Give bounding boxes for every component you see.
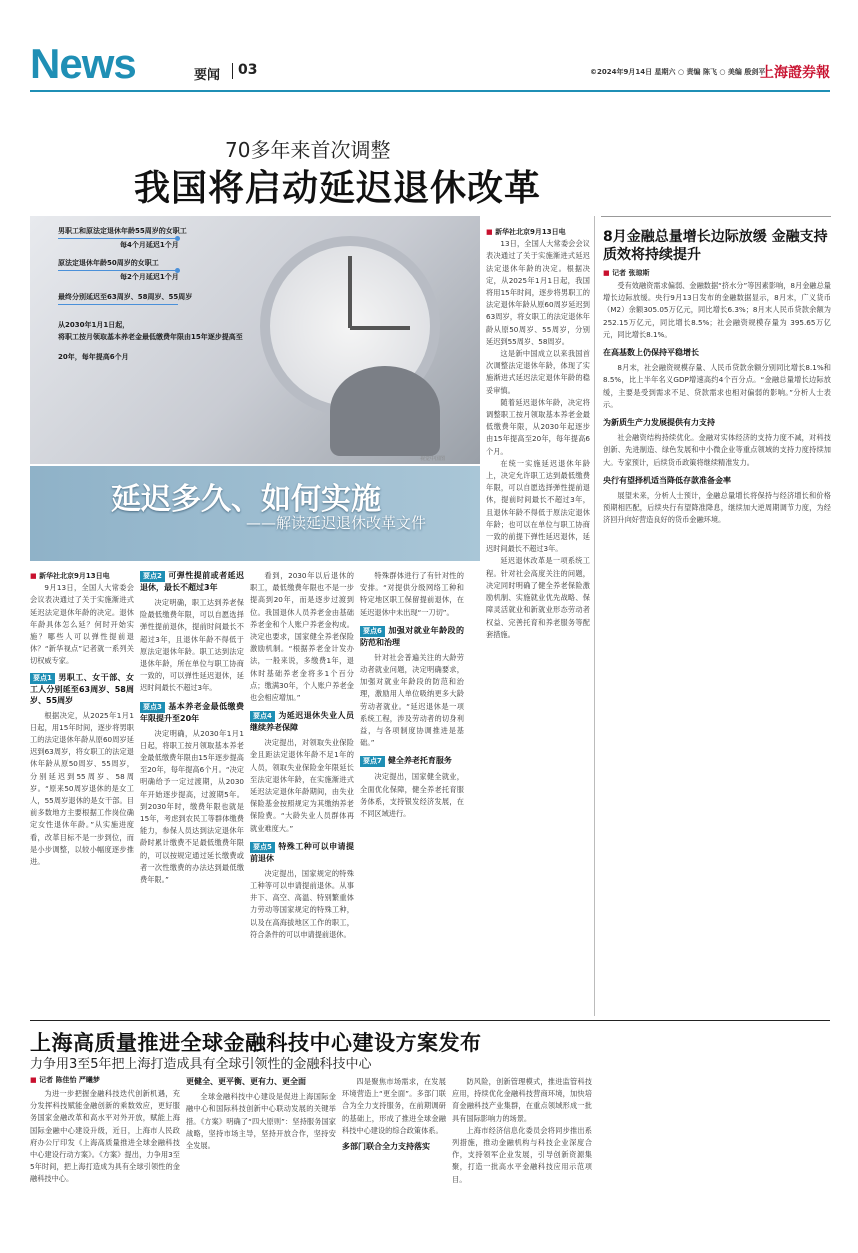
point-title: 基本养老金最低缴费年限提升至20年 <box>140 701 244 723</box>
lead-paragraph: 随着延迟退休年龄，决定将调整职工按月领取基本养老金最低缴费年限，从2030年起逐步由15年提高至20年，每年提高6个月。 <box>486 397 590 456</box>
point-body: 根据决定，从2025年1月1日起，用15年时间，逐步将男职工的法定退休年龄从原60周岁延迟到63周岁，将女职工的法定退休年龄从原50周岁、55周岁，分别延迟到55周岁、58周岁。“原来50周岁退休的是女工人，55周岁退休的是女干部。目前多数地方主要根据工作岗位确定女性退休年龄。”从实施进度看，改革目标不是一步到位，而是小步调整，以较小幅度逐步推进。 <box>30 710 134 867</box>
right-paragraph: 受有效融资需求偏弱、金融数据“挤水分”等因素影响，8月金融总量增长边际放缓。央行9月13日发布的金融数据显示，8月末，广义货币（M2）余额305.05万亿元，同比增长6.3%；8月末人民币贷款余额为 252.15万亿元，同比增长8.5%；社会融资规模存量为 395.65万亿元，同比增长8.1%。 <box>603 281 831 339</box>
lead-paragraph: 延迟退休改革是一项系统工程。针对社会高度关注的问题，决定同时明确了健全养老保险激励机制、实施就业优先战略、保障灵活就业和新就业形态劳动者权益、完善托育和养老服务等配套措施。 <box>486 556 590 639</box>
overlay-title: 延迟多久、如何实施 <box>111 482 381 517</box>
point-badge: 要点7 <box>360 756 385 767</box>
right-article-rule <box>601 216 831 217</box>
explainer-byline: ■ 新华社北京9月13日电 <box>30 570 134 582</box>
point-heading <box>250 710 354 733</box>
bottom-paragraph: 上海市经济信息化委员会将同步推出系列措施，推动金融机构与科技企业深度合作，支持领军企业发展，引导创新资源集聚，打造一批高水平金融科技应用示范项目。 <box>452 1125 592 1184</box>
explainer-col-4 <box>360 570 464 1020</box>
page-number: 03 <box>238 62 258 78</box>
overlay-subtitle: ——解读延迟退休改革文件 <box>246 514 427 532</box>
explainer-col-1 <box>30 570 134 1020</box>
point-heading <box>360 755 464 767</box>
bottom-subheadline: 力争用3至5年把上海打造成具有全球引领性的金融科技中心 <box>30 1057 372 1072</box>
main-headline: 我国将启动延迟退休改革 <box>134 168 542 209</box>
point-title: 特殊工种可以申请提前退休 <box>250 841 354 863</box>
point-heading <box>360 625 464 648</box>
point-heading <box>250 841 354 864</box>
callout-tag: 每2个月延迟1个月 <box>120 273 179 281</box>
bottom-rule <box>30 1020 830 1021</box>
point-body: 决定提出，对领取失业保险金且距法定退休年龄不足1年的人员，领取失业保险金年限延长至法定退休年龄，在实施渐进式延迟法定退休年龄期间，由失业保险基金按照规定为其缴纳养老保险费。“大龄失业人员群体再就业难度大。” <box>250 738 354 833</box>
right-article-byline: ■ 记者 张琼斯 <box>603 268 650 278</box>
masthead <box>0 0 858 92</box>
section-name: 要闻 <box>194 68 221 83</box>
explainer-col-2 <box>140 570 244 1020</box>
photo-credit: 视觉中国图 <box>420 456 446 462</box>
person-silhouette-icon <box>330 366 440 456</box>
point-badge: 要点1 <box>30 673 55 684</box>
right-subhead: 在高基数上仍保持平稳增长 <box>603 348 699 358</box>
column-divider <box>594 216 595 1016</box>
point-body: 决定提出，国家规定的特殊工种等可以申请提前退休。从事井下、高空、高温、特别繁重体力劳动等国家规定的特殊工种，以及在高海拔地区工作的职工，符合条件的可以申请提前退休。 <box>250 868 354 939</box>
callout-line <box>58 304 178 305</box>
callout-text: 从2030年1月1日起， <box>58 321 130 329</box>
callout-text: 20年，每年提高6个月 <box>58 353 129 361</box>
point-body: 决定提出，国家健全就业，全面优化保障，健全养老托育服务体系，支持银发经济发展，在不同区域进行。 <box>360 772 464 819</box>
explainer-intro: 9月13日，全国人大常委会会议表决通过了关于实施渐进式延迟法定退休年龄的决定。退休年龄具体怎么延？何时开始实施？哪些人可以弹性提前退休？“新华视点”记者就一系列关切权威专家。 <box>30 583 134 666</box>
section-separator <box>232 63 233 79</box>
point-body: 决定明确，从2030年1月1日起，将职工按月领取基本养老金最低缴费年限由15年逐步提高至20年，每年提高6个月。“决定明确给予一定过渡期，从2030年开始逐步提高，过渡期5年。到2030年时，缴费年限也就是15年，考虑到农民工等群体缴费能力，参保人员达到法定退休年龄时累计缴费不足最低缴费年限的，可以按规定通过延长缴费或者一次性缴费的办法达到最低缴费年限。” <box>140 728 244 885</box>
point-title: 男职工、女干部、女工人分别延至63周岁、58周岁、55周岁 <box>30 672 134 705</box>
point-title: 为延迟退休失业人员继续养老保障 <box>250 711 354 733</box>
callout-text: 男职工和原法定退休年龄55周岁的女职工 <box>58 227 187 235</box>
right-subhead: 为新质生产力发展提供有力支持 <box>603 418 715 428</box>
bottom-col-2 <box>186 1076 336 1248</box>
bottom-col-3 <box>342 1076 446 1248</box>
point-heading <box>30 672 134 706</box>
right-paragraph: 社会融资结构持续优化。金融对实体经济的支持力度不减，对科技创新、先进制造、绿色发展和中小微企业等重点领域的支持力度持续加大。专家预计，后续货币政策将继续精准发力。 <box>603 433 831 467</box>
lead-paragraph: 在统一实施延迟退休年龄上，决定允许职工达到最低缴费年限，可以自愿选择弹性提前退休，提前时间最长不超过3年，且退休年龄不得低于原法定退休年龄；也可以在单位与职工协商一致的前提下弹性延迟退休，延迟时间最长不超过3年。 <box>486 458 590 554</box>
bottom-paragraph: 为进一步把握金融科技迭代创新机遇，充分发挥科技赋能金融创新的乘数效应，更好服务国家金融改革和高水平对外开放，赋能上海国际金融中心建设升级，近日，上海市人民政府办公厅印发《上海高质量推进全球金融科技中心建设行动方案》。《方案》提出，力争用3至5年时间，把上海打造成为具有全球引领性的金融科技中心。 <box>30 1089 180 1184</box>
callout-line <box>58 238 178 239</box>
point-badge: 要点5 <box>250 842 275 853</box>
lead-byline: ■ 新华社北京9月13日电 <box>486 226 590 238</box>
callout-text: 最终分别延迟至63周岁、58周岁、55周岁 <box>58 293 193 301</box>
right-paragraph: 8月末，社会融资规模存量、人民币贷款余额分别同比增长8.1%和8.5%，比上半年名义GDP增速高约4个百分点。“金融总量增长边际放缓，主要是受到需求不足、贷款需求也相对偏弱的影响。”分析人士表示。 <box>603 363 831 409</box>
bottom-paragraph: 四是聚焦市场需求，在发展环境营造上“更全面”。多部门联合为全力支持服务，在前期调研的基础上，形成了推进全球金融科技中心建设的综合政策体系。 <box>342 1077 446 1135</box>
bottom-paragraph: 全球金融科技中心建设是促进上海国际金融中心和国际科技创新中心联动发展的关键举措。《方案》明确了“四大原则”：坚持服务国家战略，坚持市场主导，坚持开放合作，坚持安全发展。 <box>186 1092 336 1151</box>
callout-text: 原法定退休年龄50周岁的女职工 <box>58 259 159 267</box>
point-title: 可弹性提前或者延迟退休，最长不超过3年 <box>140 571 244 592</box>
bottom-col-heading: 更健全、更平衡、更有力、更全面 <box>186 1077 306 1086</box>
callout-tag: 每4个月延迟1个月 <box>120 241 179 249</box>
point-badge: 要点2 <box>140 571 165 582</box>
lead-article <box>486 226 590 639</box>
bottom-col-heading: 多部门联合全力支持落实 <box>342 1142 430 1152</box>
right-subhead: 央行有望择机适当降低存款准备金率 <box>603 475 731 485</box>
lead-paragraph: 13日，全国人大常委会会议表决通过了关于实施渐进式延迟法定退休年龄的决定。根据决定，从2025年1月1日起，我国将用15年时间，逐步将男职工的法定退休年龄从原60周岁延迟到63周岁，将女职工的法定退休年龄从原50周岁、55周岁，分别延迟到55周岁、58周岁。 <box>486 239 590 346</box>
callout-line <box>58 270 178 271</box>
point-badge: 要点3 <box>140 702 165 713</box>
news-wordmark: News <box>30 40 136 87</box>
masthead-rule <box>30 90 830 92</box>
right-article-headline: 8月金融总量增长边际放缓 金融支持质效将持续提升 <box>603 229 828 263</box>
explainer-col-3 <box>250 570 354 1020</box>
clock-hand-icon <box>348 256 352 328</box>
newspaper-logo: 上海證券報 <box>760 65 830 81</box>
clock-hand-icon <box>350 326 410 330</box>
point-heading <box>140 701 244 724</box>
bottom-col-1 <box>30 1088 180 1248</box>
bottom-paragraph: 防风险，创新管理模式，推进监管科技应用，持续优化金融科技营商环境，加快培育金融科技产业集群，在重点领域形成一批具有国际影响力的场景。 <box>452 1077 592 1123</box>
point-badge: 要点6 <box>360 626 385 637</box>
point-body: 针对社会普遍关注的大龄劳动者就业问题，决定明确要求，加强对就业年龄段的防范和治理，激励用人单位吸纳更多大龄劳动者就业。“延迟退休是一项系统工程，涉及劳动者的切身利益，与各项制度协调推进是基础。” <box>360 652 464 748</box>
right-article-body <box>603 280 831 1016</box>
point-title: 加强对就业年龄段的防范和治理 <box>360 625 464 647</box>
main-kicker: 70多年来首次调整 <box>225 138 391 162</box>
point-heading <box>140 570 244 593</box>
bottom-col-4 <box>452 1076 592 1248</box>
right-paragraph: 展望未来，分析人士预计，金融总量增长将保持与经济增长和价格预期相匹配，后续央行有望降准降息，继续加大逆周期调节力度，为经济回升向好营造良好的货币金融环境。 <box>603 491 831 525</box>
bottom-headline: 上海高质量推进全球金融科技中心建设方案发布 <box>30 1031 482 1055</box>
point-body: 决定明确，职工达到养老保险最低缴费年限，可以自愿选择弹性提前退休，提前时间最长不超过3年，且退休年龄不得低于原法定退休年龄。职工达到法定退休年龄，所在单位与职工协商一致的，可以弹性延迟退休，延迟时间最长不超过3年。 <box>140 598 244 693</box>
callout-text: 将职工按月领取基本养老金最低缴费年限由15年逐步提高至 <box>58 333 243 341</box>
mid-paragraph: 看到，2030年以后退休的职工，最低缴费年限也不是一步提高到20年，而是逐步过渡到位。我国退休人员养老金由基础养老金和个人账户养老金构成。决定也要求，国家健全养老保险激励机制。“根据养老金计发办法，一般来说，多缴费1年，退休时基础养老金将多1个百分点；缴满30年，个人账户养老金也会相应增加。” <box>250 571 354 703</box>
lead-paragraph: 这是新中国成立以来我国首次调整法定退休年龄，体现了实施渐进式延迟法定退休年龄的稳妥审慎。 <box>486 349 590 395</box>
point-title: 健全养老托育服务 <box>387 756 452 766</box>
bottom-byline: ■ 记者 陈佳怡 严曦梦 <box>30 1075 100 1085</box>
issue-date: ©2024年9月14日 星期六 ○ 责编 陈飞 ○ 美编 殷剑平 <box>590 68 766 76</box>
col4-paragraph: 特殊群体进行了有针对性的安排。“对提供分级网络工种和特定地区职工保留提前退休，在延迟退休中未出现“一刀切”。 <box>360 571 464 617</box>
point-badge: 要点4 <box>250 711 275 722</box>
